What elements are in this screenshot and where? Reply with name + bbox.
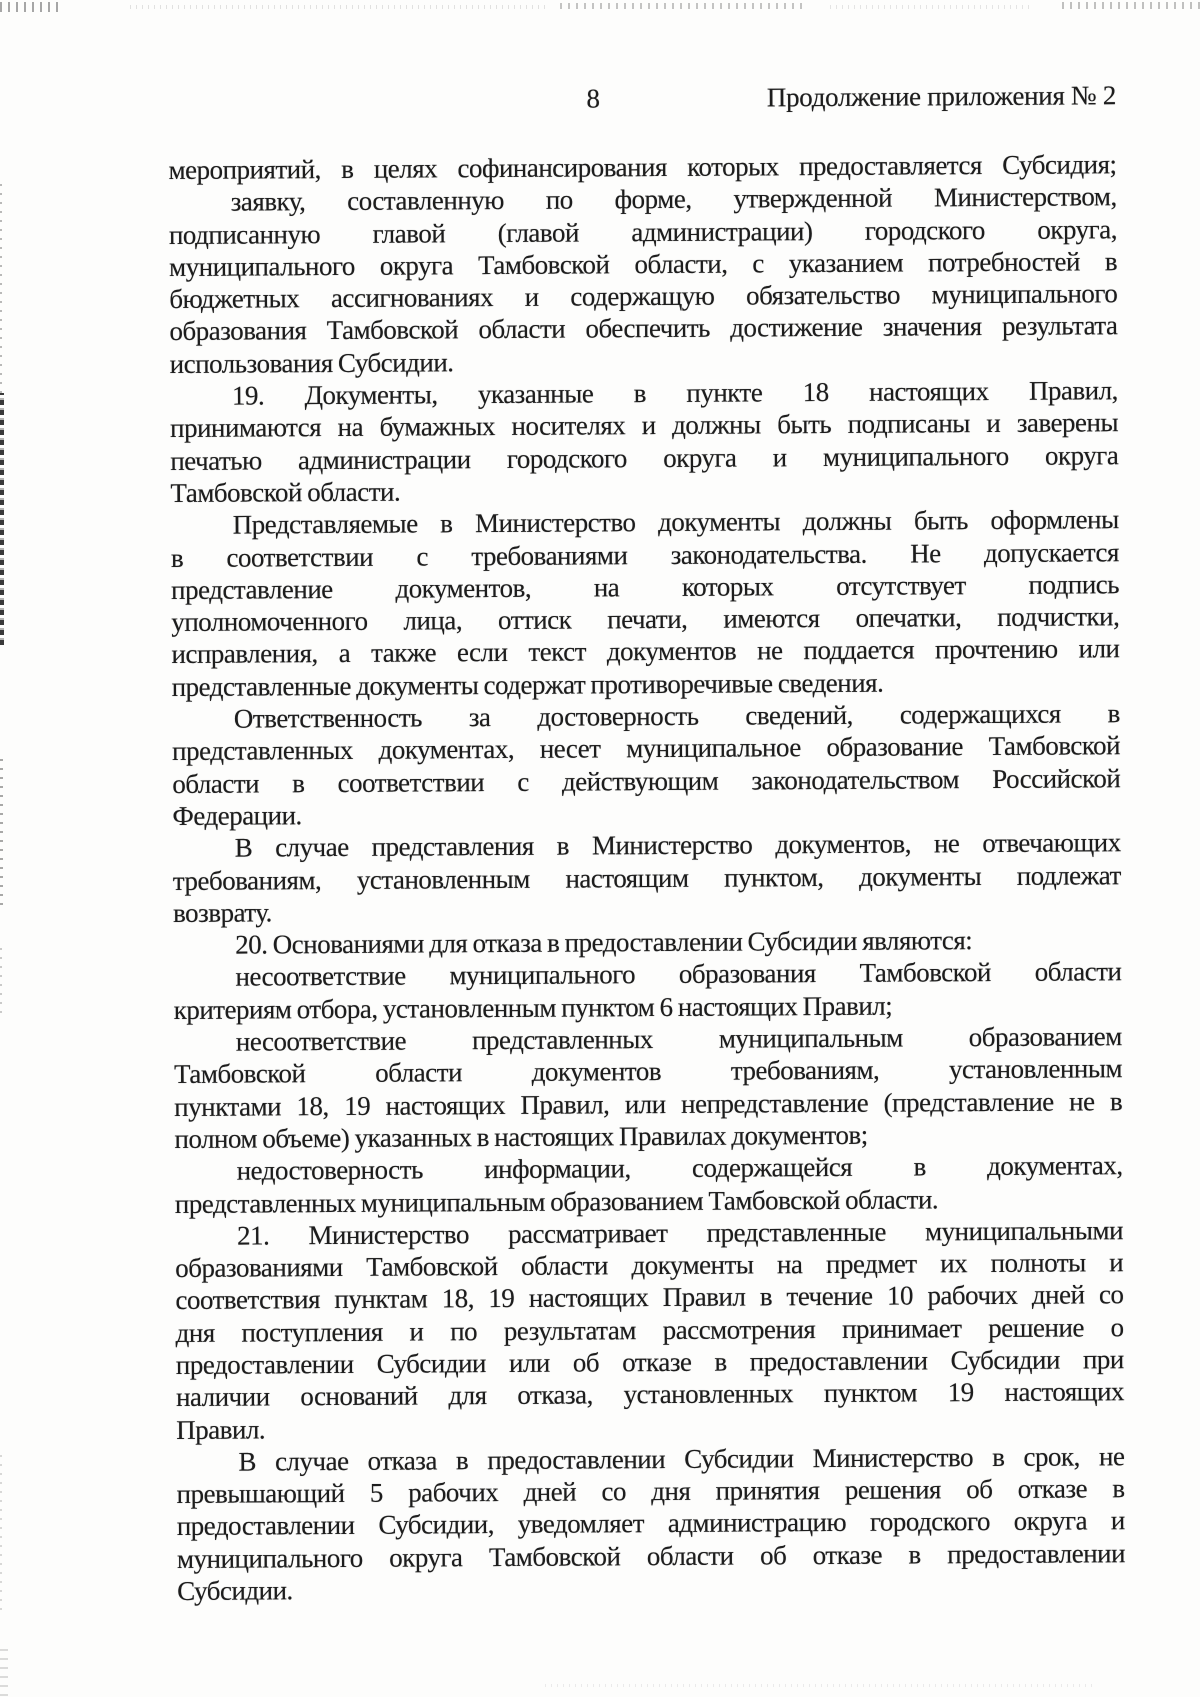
text-line: несоответствие представленных муниципальным образованием: [235, 1021, 1122, 1057]
text-line: муниципального округа Тамбовской области, с указанием потребностей в: [169, 246, 1118, 282]
continuation-header: Продолжение приложения № 2: [766, 80, 1117, 113]
text-line: превышающий 5 рабочих дней со дня принятия решения об отказе в: [176, 1473, 1125, 1510]
text-line: Правил.: [176, 1414, 266, 1445]
text-line: образованиями Тамбовской области документы на предмет их полноты и: [175, 1247, 1124, 1284]
text-line: представленные документы содержат противоречивые сведения.: [171, 667, 884, 702]
text-line: представленных муниципальным образованием Тамбовской области.: [174, 1183, 939, 1219]
page-header: [168, 79, 1116, 117]
scan-artifact-top-left: [0, 2, 58, 12]
text-line: Федерации.: [172, 800, 302, 831]
text-line: заявку, составленную по форме, утвержденной Министерством,: [230, 181, 1117, 217]
text-line: Представляемые в Министерство документы должны быть оформлены: [232, 504, 1119, 540]
text-line: Тамбовской области документов требованиям, установленным: [173, 1053, 1123, 1090]
text-line: 19. Документы, указанные в пункте 18 настоящих Правил,: [231, 375, 1118, 411]
text-line: бюджетных ассигнованиях и содержащую обязательство муниципального: [169, 278, 1118, 315]
text-line: образования Тамбовской области обеспечить достижение значения результата: [169, 310, 1118, 347]
text-line: требованиям, установленным настоящим пунктом, документы подлежат: [172, 859, 1121, 896]
scan-artifact-top-mid-3: [830, 5, 1030, 9]
text-line: несоответствие муниципального образования Тамбовской области: [235, 956, 1122, 993]
text-line: Тамбовской области.: [170, 476, 401, 508]
text-line: недостоверность информации, содержащейся в документах,: [236, 1150, 1123, 1186]
text-line: подписанную главой (главой администрации) городского округа,: [168, 213, 1117, 250]
scan-artifact-left-1: [0, 178, 2, 393]
text-line: Ответственность за достоверность сведений, содержащихся в: [233, 698, 1120, 734]
document-body: [168, 148, 1125, 1607]
text-line: принимаются на бумажных носителях и должны быть подписаны и заверены: [170, 407, 1119, 444]
text-line: соответствия пунктам 18, 19 настоящих Правил в течение 10 рабочих дней со: [175, 1279, 1124, 1316]
text-line: предоставлении Субсидии или об отказе в предоставлении Субсидии при: [175, 1344, 1124, 1380]
text-line: наличии оснований для отказа, установленных пунктом 19 настоящих: [175, 1376, 1125, 1413]
scan-artifact-left-2: [0, 393, 4, 645]
text-line: 21. Министерство рассматривает представленные муниципальными: [236, 1214, 1124, 1251]
text-line: мероприятий, в целях софинансирования которых предоставляется Субсидия;: [168, 149, 1117, 185]
text-line: критериям отбора, установленным пунктом 6 настоящих Правил;: [173, 990, 893, 1025]
document-page-content: [168, 79, 1125, 1607]
text-line: Субсидии.: [177, 1575, 293, 1607]
text-line: исправления, а также если текст документов не поддается прочтению или: [171, 633, 1120, 670]
scan-artifact-left-4: [0, 948, 2, 1013]
text-line: в соответствии с требованиями законодательства. Не допускается: [170, 536, 1119, 573]
text-line: использования Субсидии.: [169, 347, 454, 379]
text-line: возврату.: [172, 897, 272, 928]
scan-artifact-top-mid-2: [560, 3, 805, 9]
text-line: дня поступления и по результатам рассмотрения принимает решение о: [175, 1311, 1124, 1348]
text-line: представленных документах, несет муниципальное образование Тамбовской: [171, 730, 1121, 767]
scan-artifact-left-3: [0, 755, 3, 905]
page-number: 8: [586, 83, 600, 114]
text-line: муниципального округа Тамбовской области об отказе в предоставлении: [176, 1537, 1126, 1574]
text-line: уполномоченного лица, оттиск печати, имеются опечатки, подчистки,: [171, 601, 1120, 638]
scan-artifact-top-right: [1062, 2, 1200, 9]
text-line: полном объеме) указанных в настоящих Правилах документов;: [174, 1119, 868, 1154]
scan-artifact-bottom: [545, 1684, 1095, 1687]
text-line: В случае отказа в предоставлении Субсидии Министерство в срок, не: [238, 1441, 1125, 1477]
scan-artifact-left-5: [0, 1450, 2, 1610]
scan-artifact-top-mid-1: [130, 5, 550, 9]
scan-artifact-bottom-left: [0, 1642, 8, 1696]
text-line: В случае представления в Министерство документов, не отвечающих: [234, 827, 1121, 863]
text-line: представление документов, на которых отсутствует подпись: [170, 569, 1120, 605]
text-line: 20. Основаниями для отказа в предоставлении Субсидии являются:: [235, 925, 973, 960]
text-line: печатью администрации городского округа и муниципального округа: [170, 439, 1119, 476]
text-line: предоставлении Субсидии, уведомляет администрацию городского округа и: [176, 1505, 1125, 1542]
text-line: пунктами 18, 19 настоящих Правил, или непредставление (представление не в: [174, 1085, 1123, 1122]
text-line: области в соответствии с действующим законодательством Российской: [172, 762, 1121, 799]
